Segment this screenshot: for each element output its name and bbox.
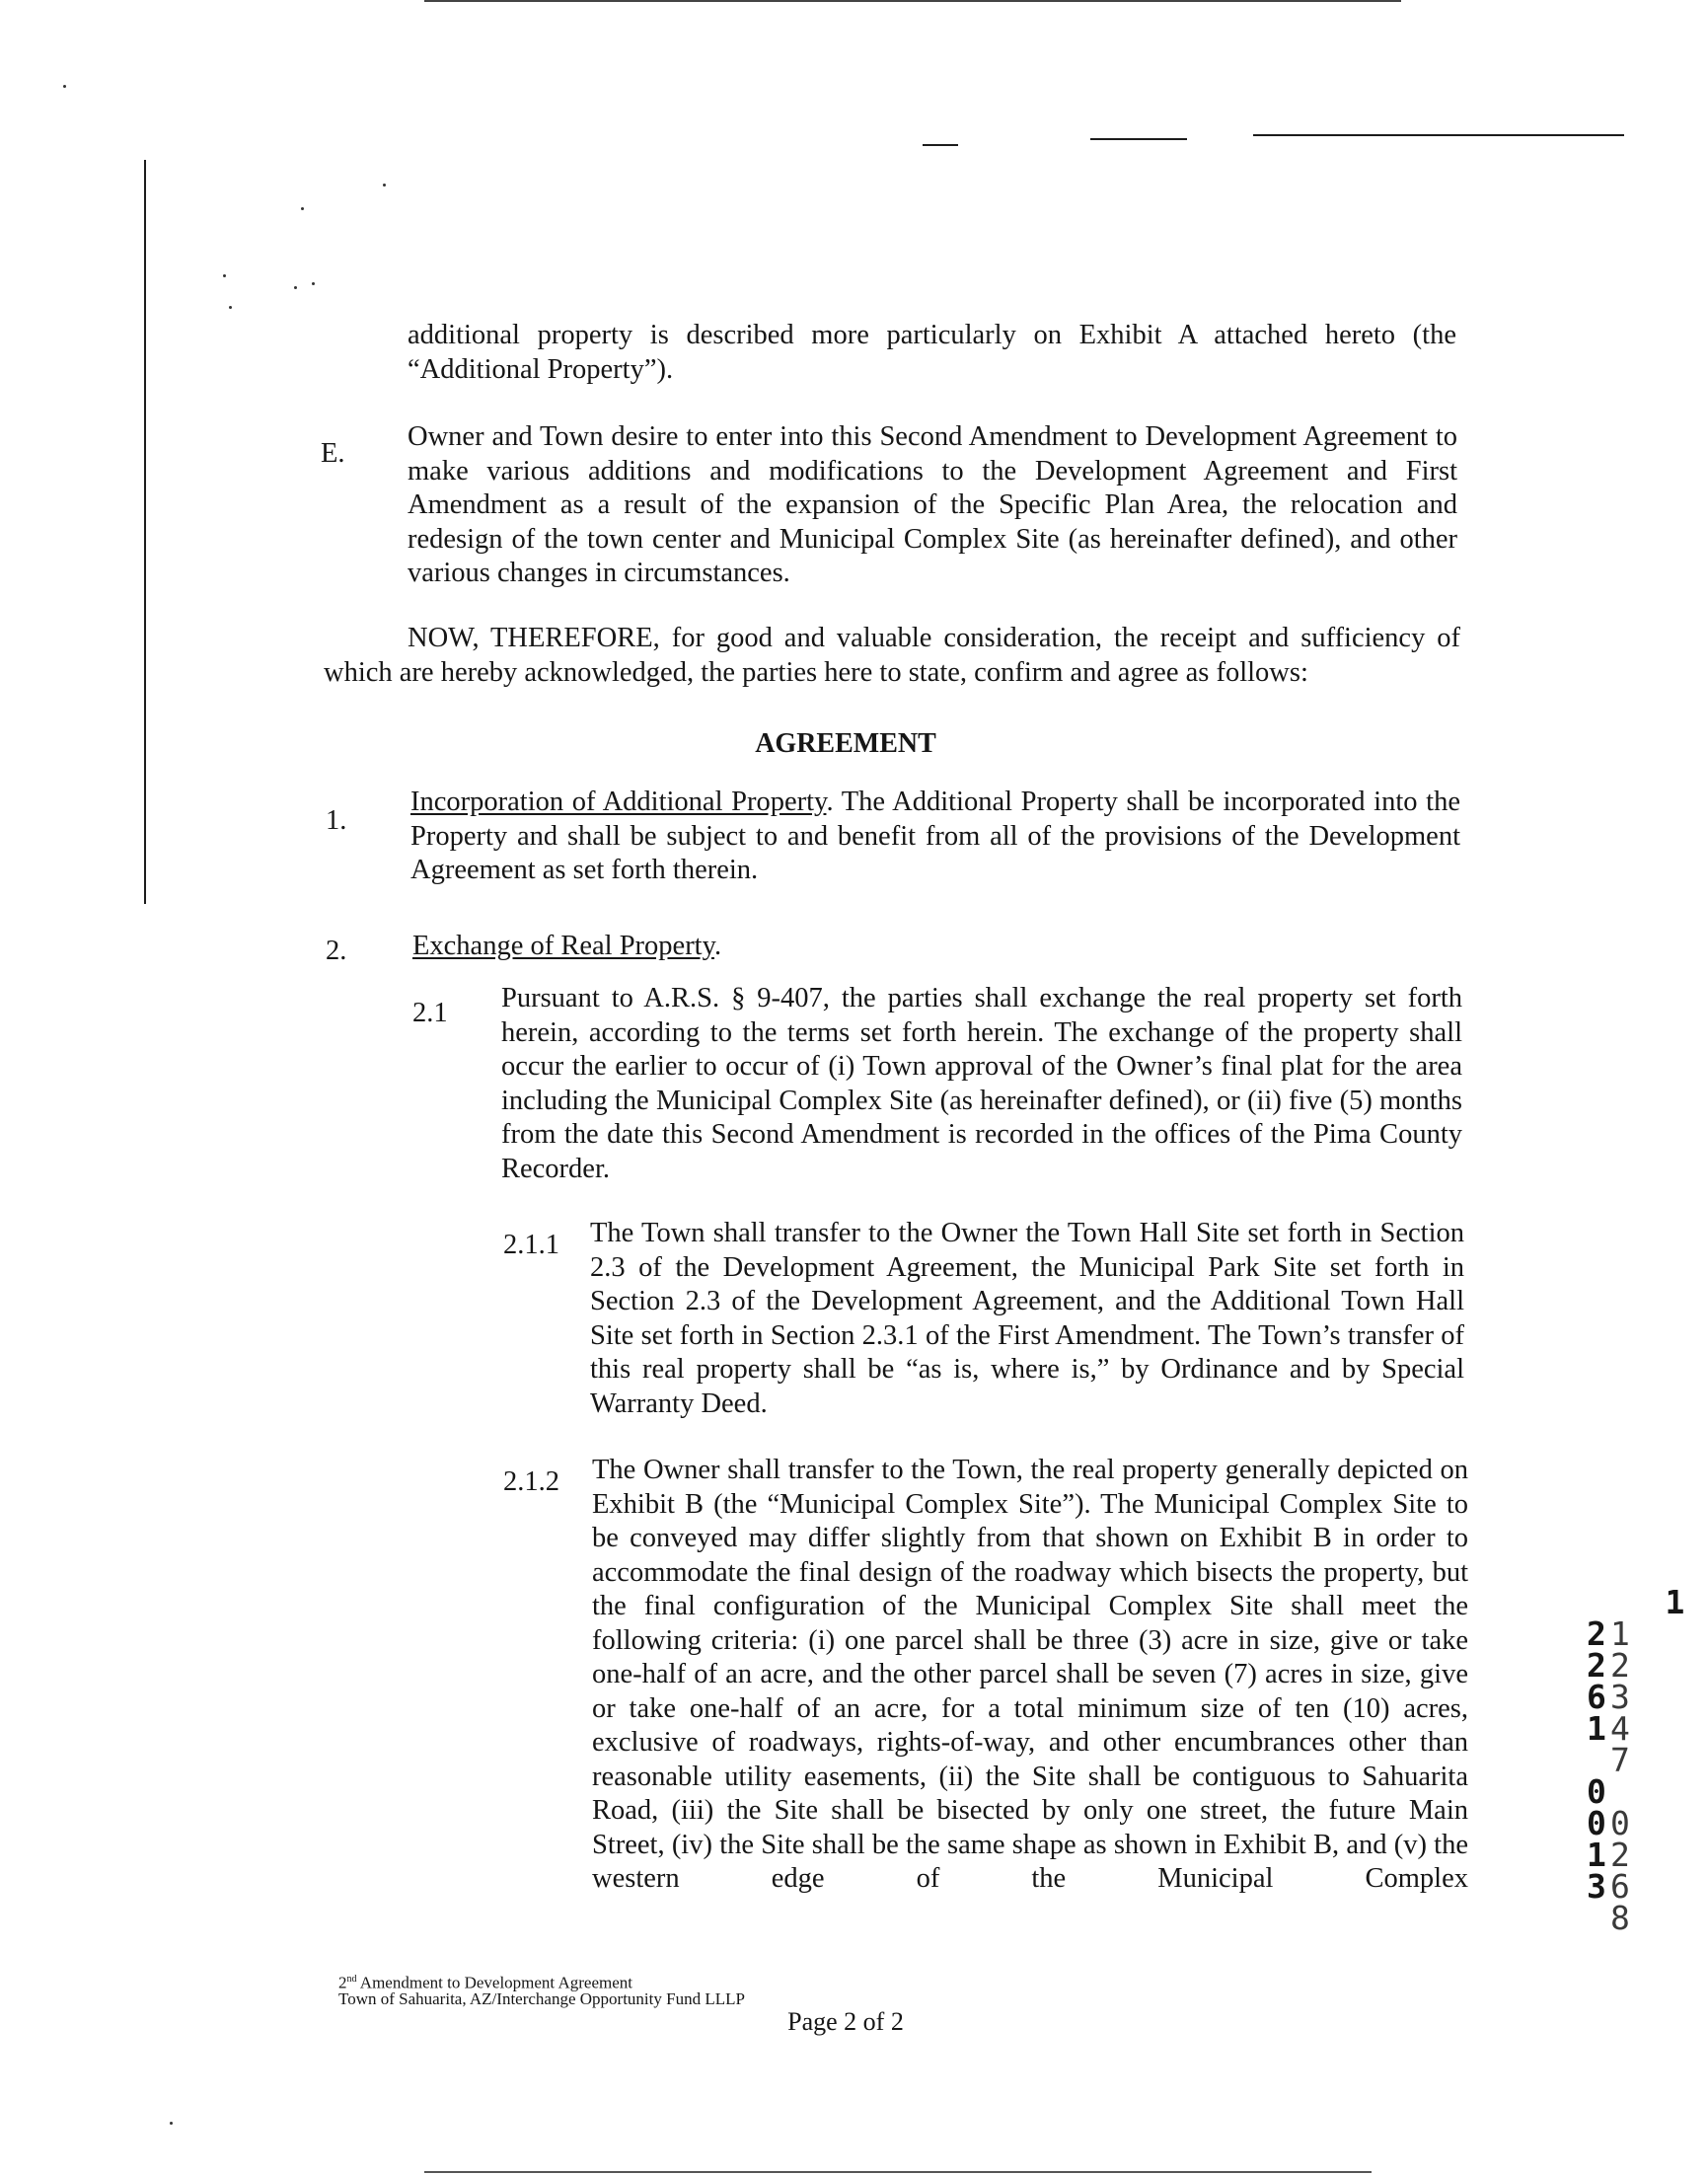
scan-speck xyxy=(170,2122,173,2125)
recording-number-stamp-outline xyxy=(1610,1555,1708,1966)
footer-amendment-number: 2 xyxy=(338,1973,347,1992)
scan-speck xyxy=(229,306,232,309)
scan-speck xyxy=(63,85,66,88)
footer-ordinal-suffix: nd xyxy=(346,1974,357,1985)
header-rule-2 xyxy=(1090,138,1187,140)
section-2-1-2-number: 2.1.2 xyxy=(503,1466,559,1497)
footer-parties: Town of Sahuarita, AZ/Interchange Opportunity Fund LLLP xyxy=(338,1989,745,2008)
now-therefore-paragraph xyxy=(324,622,1460,690)
top-edge-line xyxy=(424,0,1401,2)
section-2-1-1-number: 2.1.1 xyxy=(503,1230,559,1260)
section-2-1-2-text: The Owner shall transfer to the Town, the real property generally depicted on Exhibit B (the “Municipal Complex Site”). The Municipal Complex Site to be conveyed may differ slightly from that shown on Exhibit B in order to accommodate the final design of the roadway which bisects the property, but the final configuration of the Municipal Complex Site shall meet the following criteria: (i) one parcel shall be three (3) acre in size, give or take one-half of an acre, and the other parcel shall be seven (7) acres in size, give or take one-half of an acre, for a total minimum size of ten (10) acres, exclusive of roadways, rights-of-way, and other encumbrances other than reasonable utility easements, (ii) the Site shall be contiguous to Sahuarita Road, (iii) the Site shall be bisected by only one street, the future Main Street, (iv) the Site shall be the same shape as shown in Exhibit B, and (v) the western edge of the Municipal Complex xyxy=(592,1455,1468,1894)
header-rule-1 xyxy=(923,144,958,146)
scan-speck xyxy=(294,286,297,289)
header-rule-3 xyxy=(1253,134,1624,136)
section-2-title: Exchange of Real Property xyxy=(412,931,714,961)
page-number: Page 2 of 2 xyxy=(787,2007,904,2036)
recital-d-continuation: additional property is described more particularly on Exhibit A attached hereto (the “Additional Property”). xyxy=(408,320,1456,385)
section-1-paragraph xyxy=(410,786,1460,888)
bottom-edge-line xyxy=(424,2171,1372,2173)
left-margin-line xyxy=(144,160,146,904)
section-2-1-1-text: The Town shall transfer to the Owner the Town Hall Site set forth in Section 2.3 of the Development Agreement, the Municipal Park Site set forth in Section 2.3 of the Development Agreement, and the Additional Town Hall Site set forth in Section 2.3.1 of the First Amendment. The Town’s transfer of this real property shall be “as is, where is,” by Ordinance and by Special Warranty Deed. xyxy=(590,1218,1464,1419)
section-2-heading xyxy=(412,930,721,964)
section-2-number: 2. xyxy=(326,936,347,966)
section-2-1-text: Pursuant to A.R.S. § 9-407, the parties shall exchange the real property set forth herein, according to the terms set forth herein. The exchange of the property shall occur the earlier to occur of (i) Town approval of the Owner’s final plat for the area including the Municipal Complex Site (as hereinafter defined), or (ii) five (5) months from the date this Second Amendment is recorded in the offices of the Pima County Recorder. xyxy=(501,983,1462,1184)
scan-speck xyxy=(312,282,315,285)
scan-speck xyxy=(383,184,386,187)
recording-stamp-column-1: 1 2 2 6 1 0 0 1 3 xyxy=(1587,1583,1685,1906)
recording-stamp-column-2: 1 2 3 4 7 0 2 6 8 xyxy=(1610,1614,1630,1937)
agreement-heading: AGREEMENT xyxy=(755,728,936,759)
scan-speck xyxy=(223,274,226,277)
recital-e-text: Owner and Town desire to enter into this Second Amendment to Development Agreement to make various additions and modifications to the Development Agreement and First Amendment as a result of the expansion of the Specific Plan Area, the relocation and redesign of the town center and Municipal Complex Site (as hereinafter defined), and other various changes in circumstances. xyxy=(408,421,1457,588)
section-1-title: Incorporation of Additional Property xyxy=(410,787,827,817)
recital-e-label: E. xyxy=(321,438,345,469)
section-1-text: . The Additional Property shall be incorporated into the Property and shall be subject to and benefit from all of the provisions of the Development Agreement as set forth therein. xyxy=(410,787,1460,885)
footer-title-text: Amendment to Development Agreement xyxy=(356,1973,632,1992)
section-2-period: . xyxy=(714,931,722,961)
scan-speck xyxy=(301,207,304,210)
section-1-number: 1. xyxy=(326,805,347,836)
section-2-1-number: 2.1 xyxy=(412,998,448,1028)
now-therefore-text: NOW, THEREFORE, for good and valuable consideration, the receipt and sufficiency of which are hereby acknowledged, the parties here to state, confirm and agree as follows: xyxy=(324,623,1460,688)
